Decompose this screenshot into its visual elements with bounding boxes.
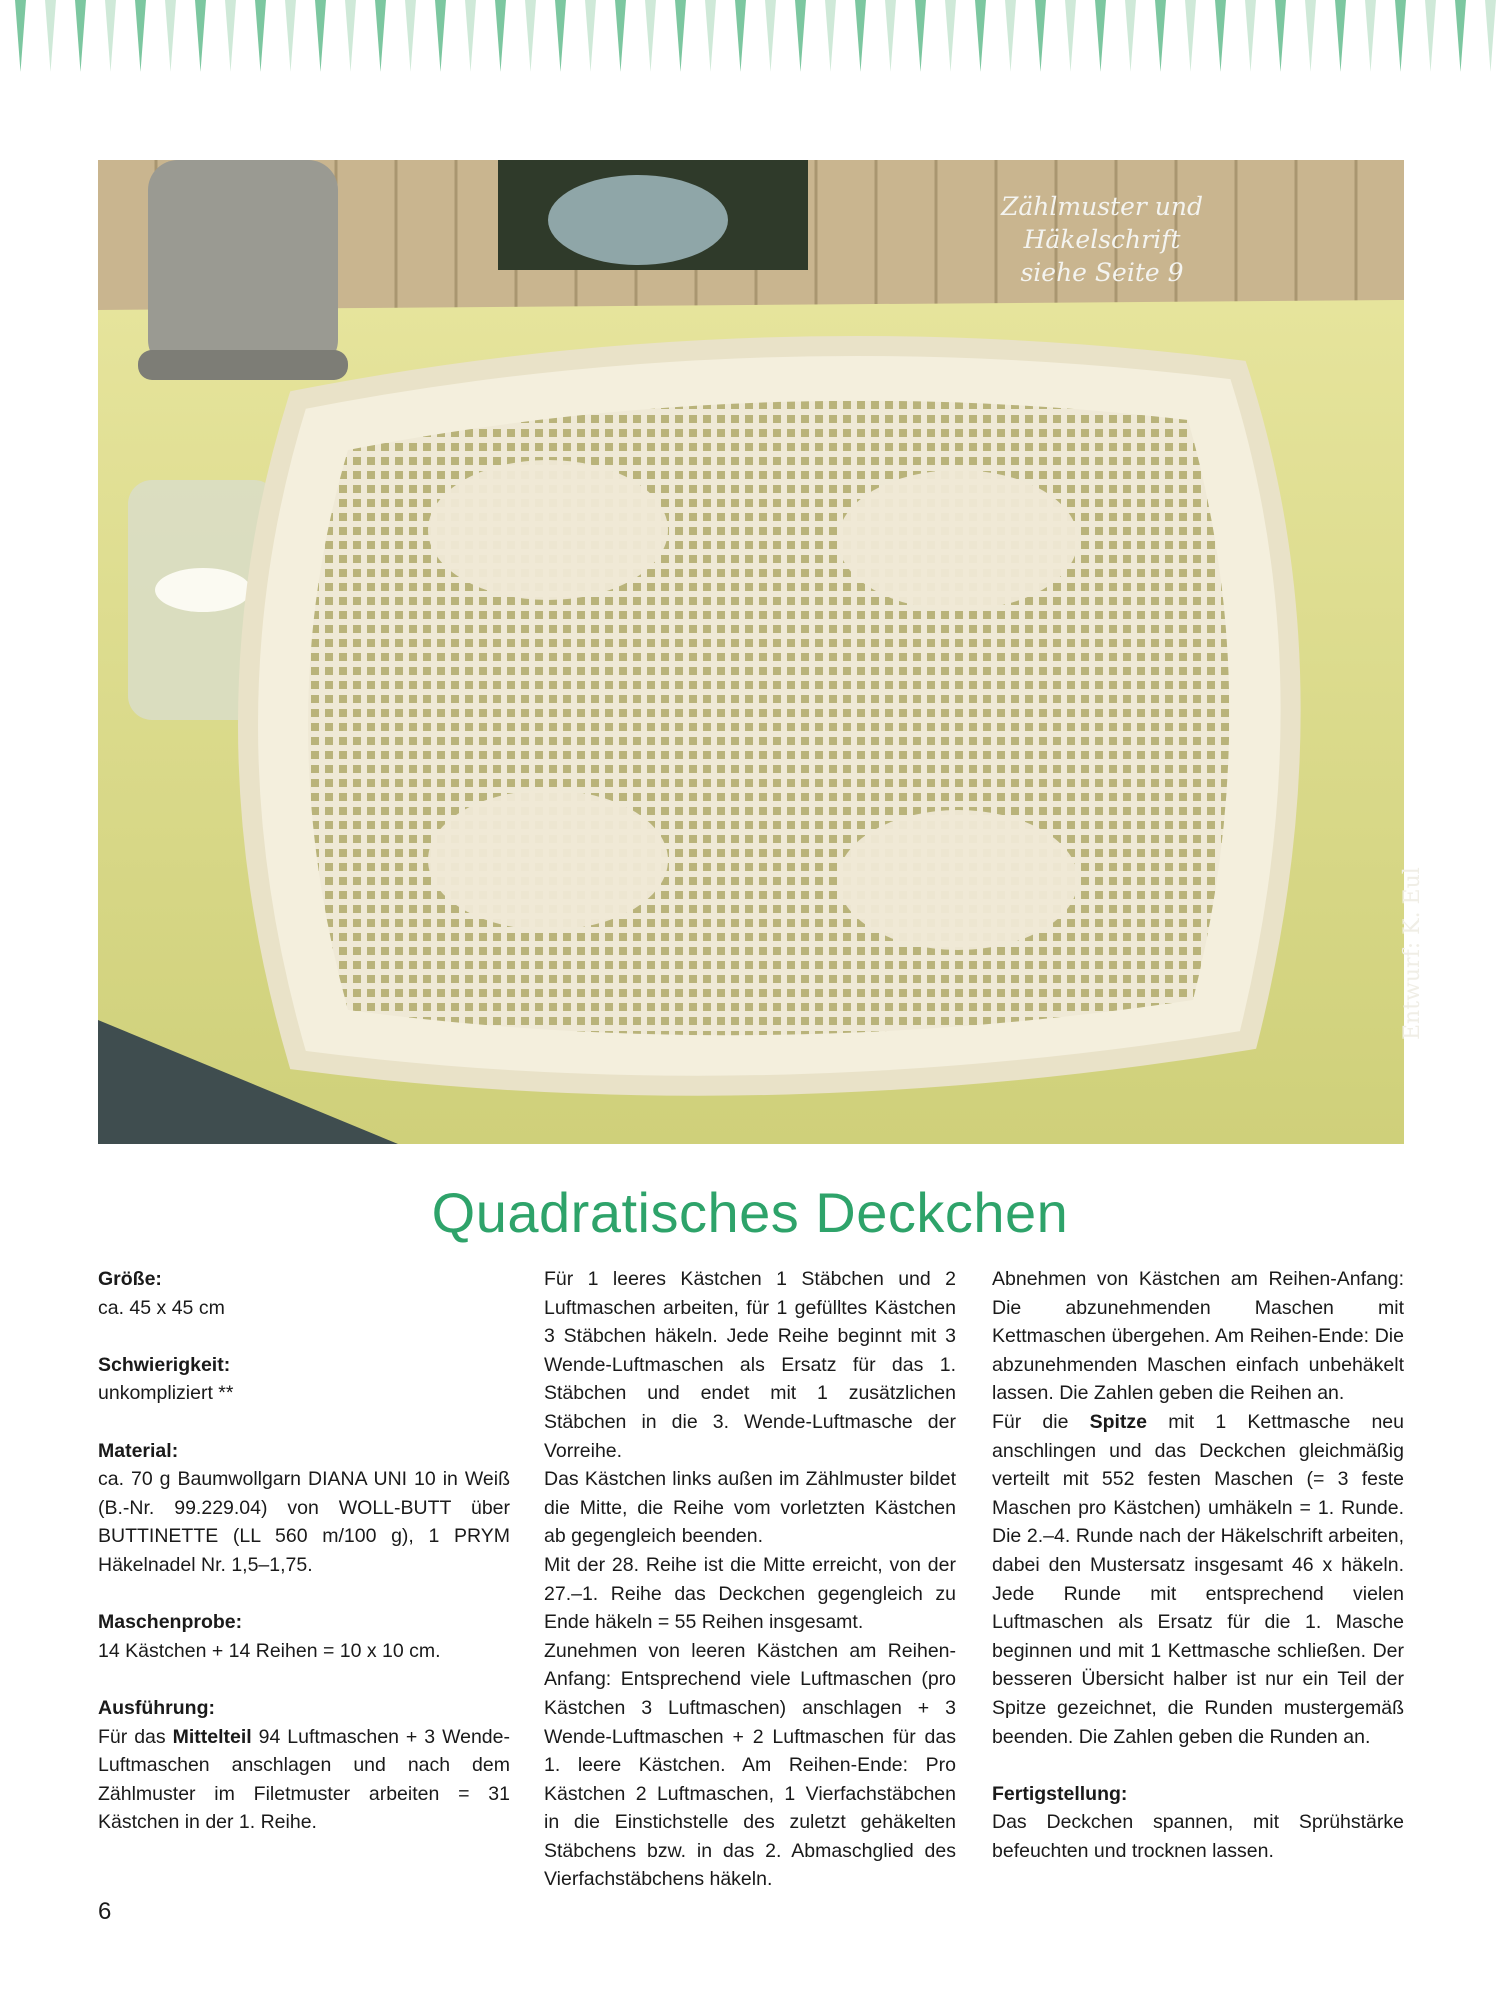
- paragraph: Zunehmen von leeren Kästchen am Reihen-Anfang: Entsprechend viele Luftmaschen (pro Kästchen 3 Luftmaschen) anschlagen + 3 Wende-Luftmaschen + 2 Luftmaschen für das 1. leere Kästchen. Am Reihen-Ende: Pro Kästchen 2 Luftmaschen, 1 Vierfachstäbchen in die Einstichstelle des zuletzt gehäkelten Stäbchens bzw. in das 2. Abmaschglied des Vierfachstäbchens häkeln.: [544, 1639, 956, 1891]
- material-block: [98, 1437, 510, 1580]
- design-credit: Entwurf: K. Eul: [1400, 867, 1425, 1040]
- spitze-bold: Spitze: [1089, 1410, 1148, 1433]
- gauge-block: [98, 1608, 510, 1665]
- execution-post: 94 Luftmaschen + 3 Wende-Luftmaschen anschlagen und nach dem Zählmuster im Filetmuster arbeiten = 31 Kästchen in der 1. Reihe.: [98, 1725, 510, 1834]
- difficulty-value: unkompliziert **: [98, 1382, 234, 1405]
- column-3: [992, 1265, 1404, 1865]
- material-value: ca. 70 g Baumwollgarn DIANA UNI 10 in Weiß (B.-Nr. 99.229.04) von WOLL-BUTT über BUTTINETTE (LL 560 m/100 g), 1 PRYM Häkelnadel Nr. 1,5–1,75.: [98, 1468, 510, 1576]
- difficulty-block: [98, 1351, 510, 1408]
- doily-photo: [98, 160, 1425, 1144]
- execution-label: Ausführung:: [98, 1696, 215, 1719]
- finish-value: Das Deckchen spannen, mit Sprühstärke befeuchten und trocknen lassen.: [992, 1811, 1404, 1862]
- page-title: Quadratisches Deckchen: [431, 1181, 1069, 1244]
- spitze-post: mit 1 Kettmasche neu anschlingen und das Deckchen gleichmäßig verteilt mit 552 festen Maschen (= 3 feste Maschen pro Kästchen) umhäkeln = 1. Runde. Die 2.–4. Runde nach der Häkelschrift arbeiten, dabei den Mustersatz insgesamt 46 x häkeln. Jede Runde mit entsprechend vielen Luftmaschen als Ersatz für die 1. Masche beginnen und mit 1 Kettmasche schließen. Der besseren Übersicht halber ist nur ein Teil der Spitze gezeichnet, die Runden mustergemäß beenden. Die Zahlen geben die Runden an.: [992, 1410, 1404, 1748]
- difficulty-label: Schwierigkeit:: [98, 1353, 231, 1376]
- paragraph: Abnehmen von Kästchen am Reihen-Anfang: Die abzunehmenden Maschen mit Kettmaschen übergehen. Am Reihen-Ende: Die abzunehmenden Maschen einfach unbehäkelt lassen. Die Zahlen geben die Reihen an.: [992, 1268, 1404, 1405]
- size-block: [98, 1265, 510, 1322]
- paragraph: Für 1 leeres Kästchen 1 Stäbchen und 2 Luftmaschen arbeiten, für 1 gefülltes Kästchen 3 Stäbchen häkeln. Jede Reihe beginnt mit 3 Wende-Luftmaschen als Ersatz für das 1. Stäbchen und endet mit 1 zusätzlichen Stäbchen in die 3. Wende-Luftmasche der Vorreihe.: [544, 1268, 956, 1462]
- page-number: 6: [98, 1898, 112, 1925]
- finish-label: Fertigstellung:: [992, 1782, 1128, 1805]
- column-1: [98, 1265, 510, 1837]
- caption-line: Zählmuster und: [1001, 192, 1203, 221]
- diamond-border: [0, 0, 1500, 80]
- spitze-pre: Für die: [992, 1410, 1090, 1433]
- paragraph: Das Kästchen links außen im Zählmuster bildet die Mitte, die Reihe vom vorletzten Kästchen ab gegengleich beenden.: [544, 1468, 956, 1548]
- gauge-label: Maschenprobe:: [98, 1611, 243, 1634]
- execution-pre: Für das: [98, 1725, 173, 1748]
- material-label: Material:: [98, 1439, 179, 1462]
- size-value: ca. 45 x 45 cm: [98, 1296, 225, 1319]
- execution-text: [98, 1723, 510, 1837]
- caption-line: Häkelschrift: [1023, 225, 1181, 254]
- gauge-value: 14 Kästchen + 14 Reihen = 10 x 10 cm.: [98, 1639, 441, 1662]
- column-2: [544, 1265, 956, 1894]
- paragraph-spitze: [992, 1408, 1404, 1751]
- paragraph: Mit der 28. Reihe ist die Mitte erreicht, von der 27.–1. Reihe das Deckchen gegengleich zu Ende häkeln = 55 Reihen insgesamt.: [544, 1553, 956, 1634]
- doily-photo-illustration: [98, 160, 1404, 1144]
- execution-block: [98, 1694, 510, 1837]
- size-label: Größe:: [98, 1268, 162, 1290]
- caption-line: siehe Seite 9: [1020, 258, 1184, 287]
- photo-caption: [972, 190, 1232, 289]
- execution-bold: Mittelteil: [172, 1725, 252, 1748]
